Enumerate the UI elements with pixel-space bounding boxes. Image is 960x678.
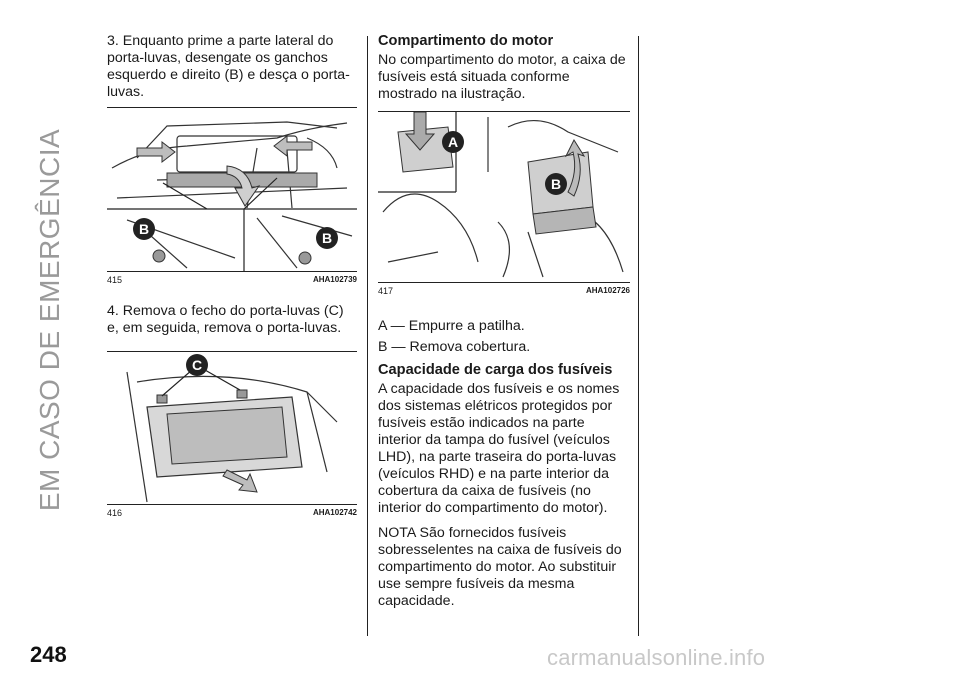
figure-caption [378, 283, 630, 298]
callout-a: A [447, 134, 459, 150]
column-middle [378, 33, 630, 610]
fuse-capacity-text: A capacidade dos fusíveis e os nomes dos sistemas elétricos protegidos por fusíveis estão indicados na parte interior da tampa do fusível (veículos LHD), na parte traseira do porta-luvas (veículos RHD) e na parte interior da cobertura da caixa de fusíveis (no interior do compartimento do motor). [378, 381, 620, 516]
callout-b: B [550, 176, 562, 192]
watermark: carmanualsonline.info [547, 645, 766, 670]
fuse-box-illustration [378, 112, 630, 282]
page-number: 248 [30, 642, 67, 667]
step-4-text: 4. Remova o fecho do porta-luvas (C) e, em seguida, remova o porta-luvas. [107, 303, 344, 336]
figure-caption [107, 272, 357, 287]
figure-caption [107, 505, 357, 520]
figure-number: 417 [378, 286, 394, 296]
figure-417 [378, 111, 630, 298]
legend-a: A — Empurre a patilha. [378, 318, 525, 334]
step-3-text: 3. Enquanto prime a parte lateral do porta-luvas, desengate os ganchos esquerdo e direito (B) e desça o porta-luvas. [107, 33, 350, 100]
column-left [107, 33, 357, 520]
note-text: NOTA São fornecidos fusíveis sobresselentes na caixa de fusíveis do compartimento do motor. Ao substituir use sempre fusíveis da mesma capacidade. [378, 525, 622, 609]
figure-code: AHA102726 [585, 286, 630, 295]
column-divider-right [638, 36, 639, 636]
figure-code: AHA102739 [312, 275, 357, 284]
heading-fuse-capacity: Capacidade de carga dos fusíveis [378, 362, 613, 378]
callout-b-left: B [138, 221, 150, 237]
figure-416 [107, 351, 357, 520]
callout-b-right: B [321, 230, 333, 246]
figure-code: AHA102742 [312, 508, 357, 517]
figure-number: 415 [107, 275, 123, 285]
glovebox-hooks-illustration [107, 108, 357, 271]
section-title-text: EM CASO DE EMERGÊNCIA [34, 128, 65, 512]
legend-b: B — Remova cobertura. [378, 339, 531, 355]
column-divider-left [367, 36, 368, 636]
figure-number: 416 [107, 508, 123, 518]
callout-c: C [191, 357, 203, 373]
engine-compartment-text: No compartimento do motor, a caixa de fusíveis está situada conforme mostrado na ilustração. [378, 52, 626, 102]
figure-415 [107, 107, 357, 287]
heading-engine-compartment: Compartimento do motor [378, 33, 554, 49]
glovebox-removal-illustration [107, 352, 357, 504]
